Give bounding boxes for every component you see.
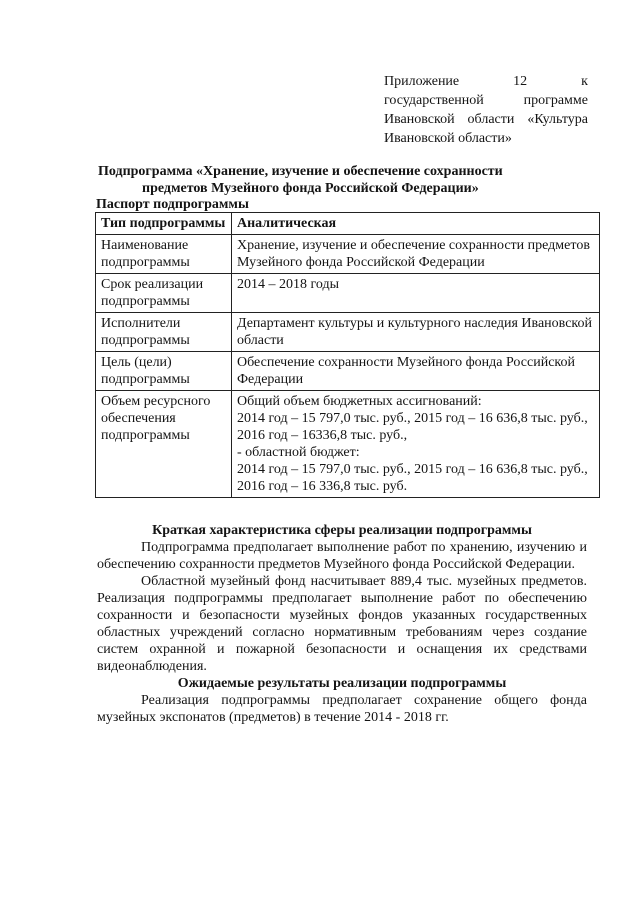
paragraph: Областной музейный фонд насчитывает 889,4 тыс. музейных предметов. Реализация подпрограммы предполагает выполнение работ по обеспечению сохранности и безопасности музейных фондов указанных государственных областных учреждений согласно нормативным требованиям через создание систем охранной и пожарной безопасности и оснащения их средствами видеонаблюдения. (97, 574, 587, 674)
annex-rest: государственной программе Ивановской области «Культура Ивановской области» (384, 93, 588, 146)
row-value-funding (232, 391, 600, 498)
row-label: Цель (цели) подпрограммы (96, 352, 232, 391)
section-heading: Краткая характеристика сферы реализации подпрограммы (152, 523, 532, 538)
passport-heading: Паспорт подпрограммы (96, 197, 249, 212)
paragraph: Подпрограмма предполагает выполнение работ по хранению, изучению и обеспечению сохранности предметов Музейного фонда Российской Федерации. (97, 540, 587, 572)
table-row (96, 391, 600, 498)
annex-preposition: к (581, 74, 588, 89)
row-value: Хранение, изучение и обеспечение сохранности предметов Музейного фонда Российской Федерации (232, 235, 600, 274)
table-row (96, 274, 600, 313)
subprogram-title (98, 163, 568, 197)
title-line-1: Подпрограмма «Хранение, изучение и обеспечение сохранности (98, 164, 503, 179)
section-heading: Ожидаемые результаты реализации подпрограммы (177, 676, 507, 691)
table-row (96, 313, 600, 352)
row-value: Обеспечение сохранности Музейного фонда Российской Федерации (232, 352, 600, 391)
funding-line: Общий объем бюджетных ассигнований: (237, 394, 482, 409)
passport-table (95, 212, 600, 498)
title-line-2: предметов Музейного фонда Российской Федерации» (142, 181, 479, 196)
row-value: Аналитическая (232, 213, 600, 235)
row-label: Объем ресурсного обеспечения подпрограммы (96, 391, 232, 498)
annex-number: 12 (513, 74, 528, 89)
table-row (96, 235, 600, 274)
row-value: Департамент культуры и культурного наследия Ивановской области (232, 313, 600, 352)
annex-first-line (384, 72, 588, 91)
paragraph: Реализация подпрограммы предполагает сохранение общего фонда музейных экспонатов (предметов) в течение 2014 - 2018 гг. (97, 693, 587, 725)
funding-line: 2014 год – 15 797,0 тыс. руб., 2015 год – 16 636,8 тыс. руб., 2016 год – 16336,8 тыс. руб., (237, 411, 588, 443)
table-row (96, 213, 600, 235)
annex-note (384, 72, 588, 148)
table-row (96, 352, 600, 391)
document-body (97, 522, 587, 726)
row-label: Тип подпрограммы (96, 213, 232, 235)
row-label: Исполнители подпрограммы (96, 313, 232, 352)
row-label: Наименование подпрограммы (96, 235, 232, 274)
row-label: Срок реализации подпрограммы (96, 274, 232, 313)
annex-word: Приложение (384, 74, 460, 89)
funding-line: - областной бюджет: (237, 445, 360, 460)
row-value: 2014 – 2018 годы (232, 274, 600, 313)
funding-line: 2014 год – 15 797,0 тыс. руб., 2015 год – 16 636,8 тыс. руб., 2016 год – 16 336,8 тыс. руб. (237, 462, 588, 494)
